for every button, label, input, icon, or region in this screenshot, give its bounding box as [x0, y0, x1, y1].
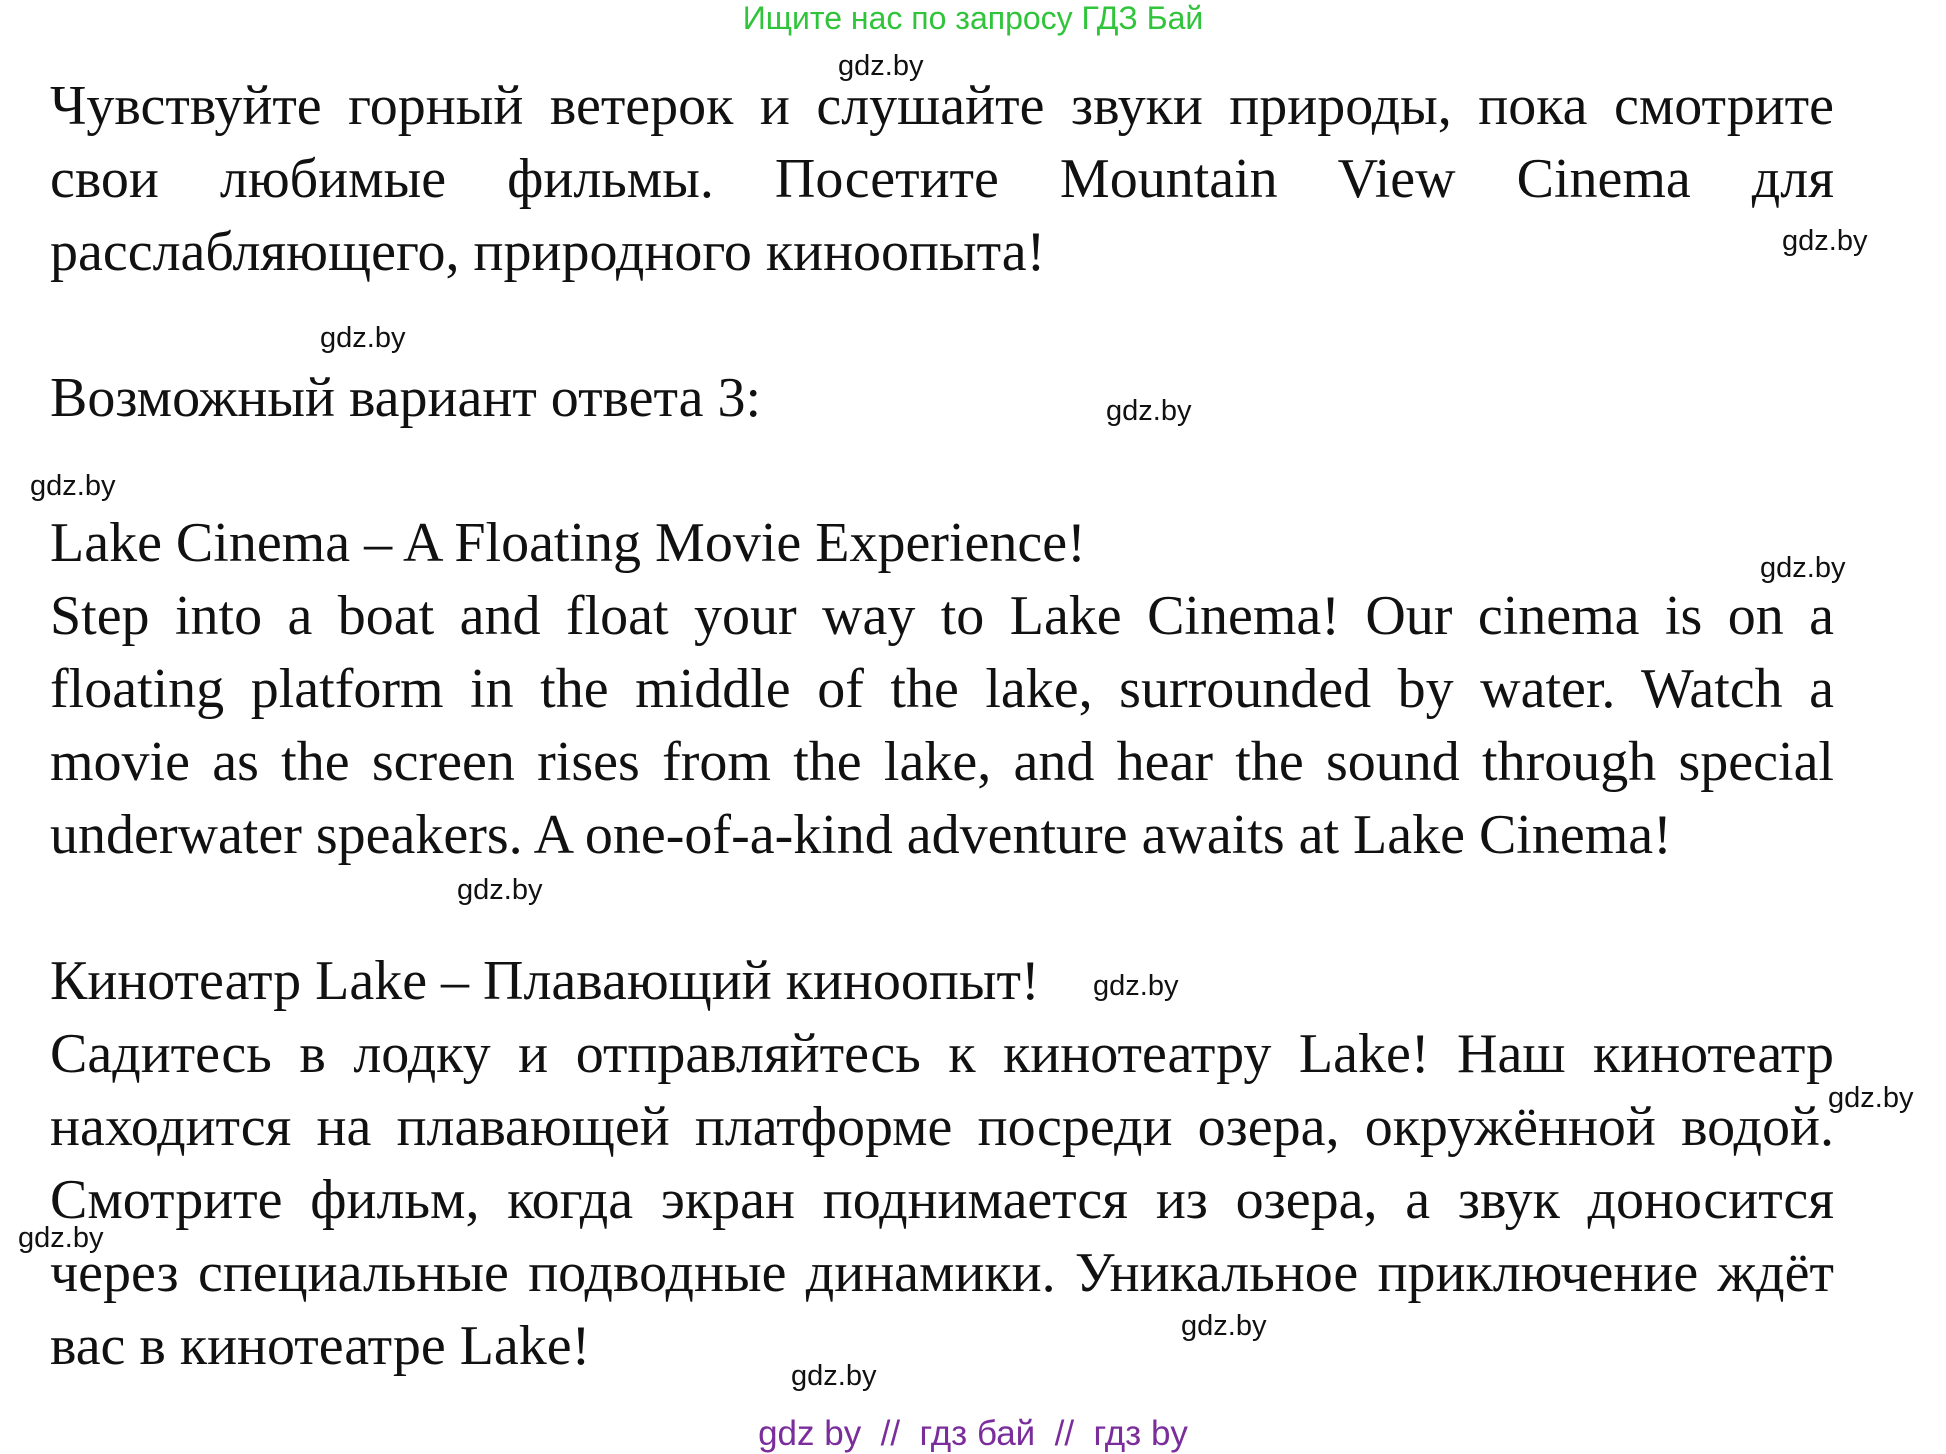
top-banner: Ищите нас по запросу ГДЗ Бай [742, 0, 1204, 36]
en-title: Lake Cinema – A Floating Movie Experience! [50, 512, 1086, 574]
ru-title: Кинотеатр Lake – Плавающий киноопыт! [50, 950, 1040, 1012]
watermark: gdz.by [838, 50, 924, 82]
watermark: gdz.by [457, 874, 543, 906]
watermark: gdz.by [1106, 395, 1192, 427]
watermark: gdz.by [320, 322, 406, 354]
footer-credits: gdz by // гдз бай // гдз by [758, 1414, 1188, 1453]
watermark: gdz.by [791, 1360, 877, 1392]
watermark: gdz.by [18, 1222, 104, 1254]
watermark: gdz.by [1093, 970, 1179, 1002]
watermark: gdz.by [30, 470, 116, 502]
watermark: gdz.by [1181, 1310, 1267, 1342]
watermark: gdz.by [1828, 1082, 1914, 1114]
watermark: gdz.by [1782, 225, 1868, 257]
paragraph-ru-mountain: Чувствуйте горный ветерок и слушайте звуки природы, пока смотрите свои любимые фильмы. Посетите Mountain View Cinema для расслабляющего, природного киноопыта! [50, 75, 1834, 283]
answer-label: Возможный вариант ответа 3: [50, 367, 762, 429]
ru-body: Садитесь в лодку и отправляйтесь к кинотеатру Lake! Наш кинотеатр находится на плавающей платформе посреди озера, окружённой водой. Смотрите фильм, когда экран поднимается из озера, а звук доносится через специальные подводные динамики. Уникальное приключение ждёт вас в кинотеатре Lake! [50, 1023, 1834, 1377]
watermark: gdz.by [1760, 552, 1846, 584]
en-body: Step into a boat and float your way to Lake Cinema! Our cinema is on a floating platform in the middle of the lake, surrounded by water. Watch a movie as the screen rises from the lake, and hear the sound through special underwater speakers. A one-of-a-kind adventure awaits at Lake Cinema! [50, 585, 1834, 866]
